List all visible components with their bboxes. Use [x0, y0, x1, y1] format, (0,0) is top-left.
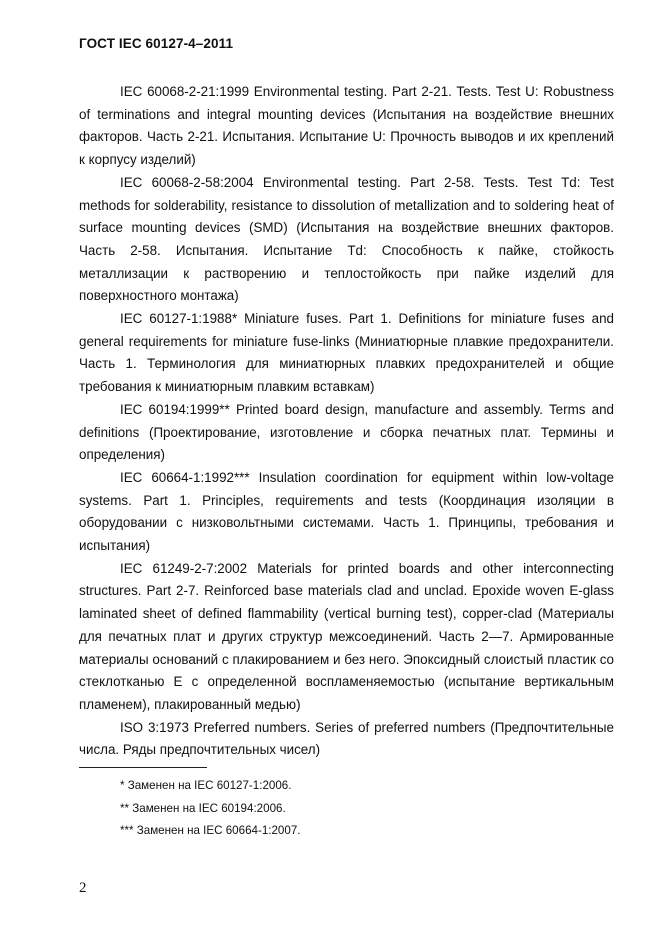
- footnote-separator: [79, 767, 207, 768]
- footnotes: [120, 775, 301, 843]
- footnote-2: ** Заменен на IEC 60194:2006.: [120, 801, 286, 815]
- reference-iec-60194: IEC 60194:1999** Printed board design, manufacture and assembly. Terms and definitions (Проектирование, изготовление и сборка печатных плат. Термины и определения): [79, 401, 614, 463]
- reference-iec-60127-1: IEC 60127-1:1988* Miniature fuses. Part 1. Definitions for miniature fuses and general requirements for miniature fuse-links (Миниатюрные плавкие предохранители. Часть 1. Терминология для миниатюрных плавких предохранителей и общие требования к миниатюрным плавким вставкам): [79, 311, 614, 395]
- page-number: 2: [79, 880, 87, 896]
- document-header: ГОСТ IEC 60127-4–2011: [79, 36, 234, 51]
- footnote-3: *** Заменен на IEC 60664-1:2007.: [120, 824, 301, 837]
- footnote-1: * Заменен на IEC 60127-1:2006.: [120, 779, 292, 792]
- normative-references: [79, 81, 614, 762]
- reference-iec-60664-1: IEC 60664-1:1992*** Insulation coordination for equipment within low-voltage systems. Part 1. Principles, requirements and tests (Координация изоляции в оборудовании с низковольтными системами. Часть 1. Принципы, требования и испытания): [79, 469, 614, 554]
- reference-iso-3: ISO 3:1973 Preferred numbers. Series of preferred numbers (Предпочтительные числа. Ряды предпочтительных чисел): [79, 719, 614, 758]
- reference-iec-60068-2-21: IEC 60068-2-21:1999 Environmental testing. Part 2-21. Tests. Test U: Robustness of terminations and integral mounting devices (Испытания на воздействие внешних факторов. Часть 2-21. Испытания. Испытание U: Прочность выводов и их креплений к корпусу изделий): [79, 84, 614, 168]
- reference-iec-61249-2-7: IEC 61249-2-7:2002 Materials for printed boards and other interconnecting structures. Part 2-7. Reinforced base materials clad and unclad. Epoxide woven E-glass laminated sheet of defined flammability (vertical burning test), copper-clad (Материалы для печатных плат и других структур межсоединений. Часть 2—7. Армированные материалы оснований с плакированием и без него. Эпоксидный слоистый пластик со стеклотканью Е с определенной воспламеняемостью (испытание вертикальным пламенем), плакированный медью): [79, 560, 614, 712]
- reference-iec-60068-2-58: IEC 60068-2-58:2004 Environmental testing. Part 2-58. Tests. Test Td: Test methods for solderability, resistance to dissolution of metallization and to soldering heat of surface mounting devices (SMD) (Испытания на воздействие внешних факторов. Часть 2-58. Испытания. Испытание Td: Способность к пайке, стойкость металлизации к растворению и теплостойкость при пайке изделий для поверхностного монтажа): [79, 174, 614, 304]
